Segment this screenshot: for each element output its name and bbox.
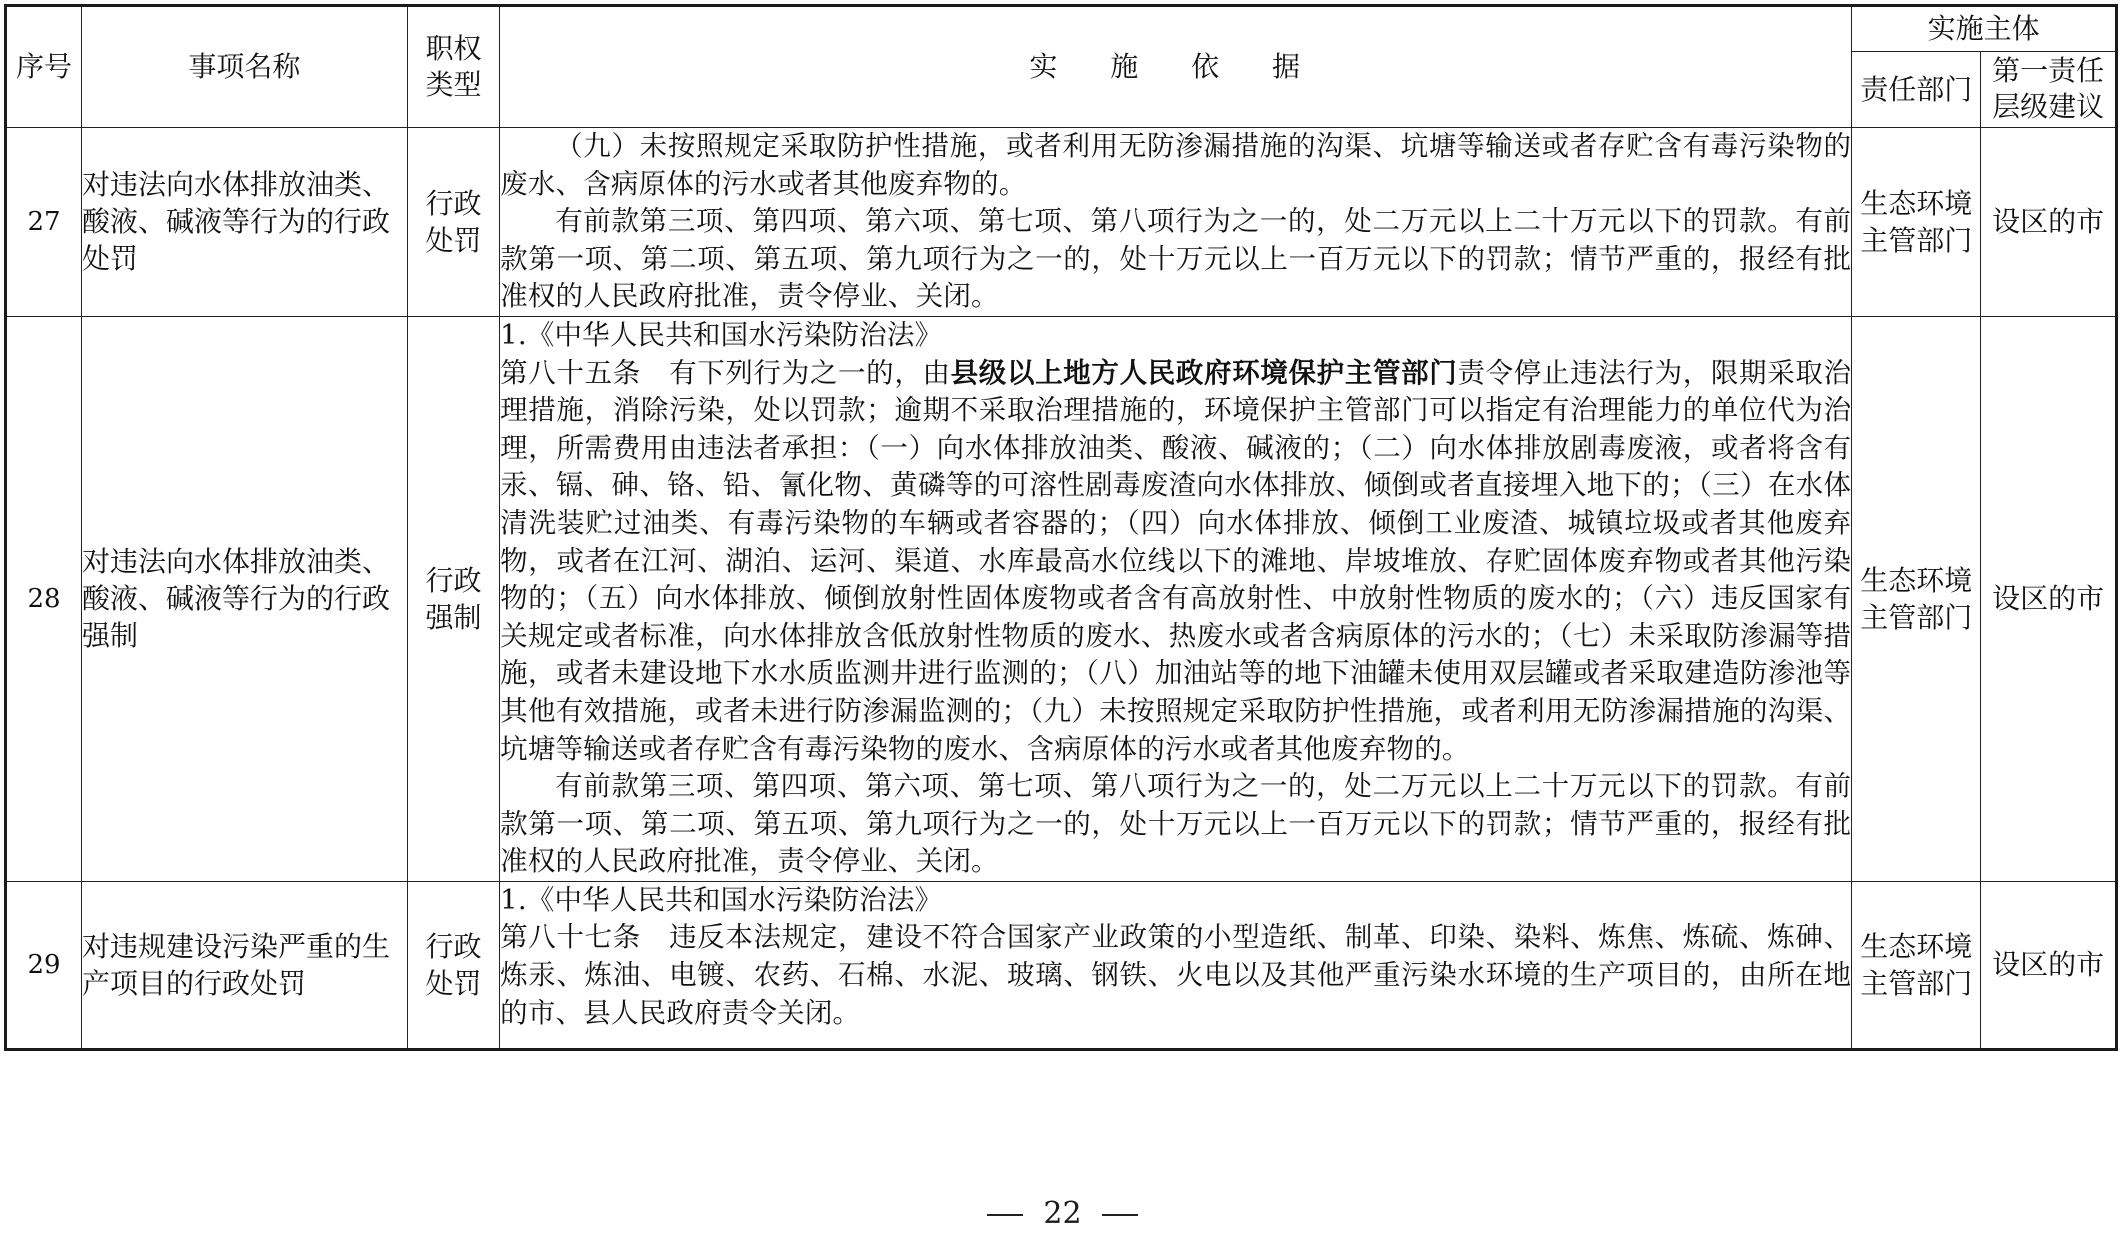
row-responsible-dept-text: 生态环境主管部门 [1860,563,1973,634]
basis-article-lead: 第八十五条 有下列行为之一的，由 [500,356,951,389]
power-list-table [4,4,2118,1051]
row-basis [500,316,1852,881]
row-responsible-dept [1852,881,1981,1049]
basis-article-authority: 县级以上地方人民政府环境保护主管部门 [950,356,1458,389]
row-responsible-dept [1852,316,1981,881]
row-power-type [407,128,499,317]
basis-article: 第八十七条 违反本法规定，建设不符合国家产业政策的小型造纸、制革、印染、染料、炼焦、炼硫、炼砷、炼汞、炼油、电镀、农药、石棉、水泥、玻璃、钢铁、火电以及其他严重污染水环境的生产项目的，由所在地的市、县人民政府责令关闭。 [500,921,1852,1029]
row-item-name: 对违规建设污染严重的生产项目的行政处罚 [82,881,408,1049]
basis-paragraph: （九）未按照规定采取防护性措施，或者利用无防渗漏措施的沟渠、坑塘等输送或者存贮含有毒污染物的废水、含病原体的污水或者其他废弃物的。 [500,130,1852,200]
row-seq: 29 [6,881,82,1049]
row-power-type-text: 行政强制 [425,563,482,634]
row-responsible-dept [1852,128,1981,317]
table-row [6,316,2117,881]
header-power-type [407,6,499,128]
header-first-responsibility-level-text: 第一责任层级建议 [1992,54,2105,123]
row-item-name: 对违法向水体排放油类、酸液、碱液等行为的行政强制 [82,316,408,881]
row-responsible-dept-text: 生态环境主管部门 [1860,186,1973,257]
row-seq: 27 [6,128,82,317]
header-item-name: 事项名称 [82,6,408,128]
row-seq: 28 [6,316,82,881]
document-page [4,4,2118,1051]
row-first-responsibility-level: 设区的市 [1981,316,2117,881]
row-power-type [407,316,499,881]
basis-paragraph: 有前款第三项、第四项、第六项、第七项、第八项行为之一的，处二万元以上二十万元以下的罚款。有前款第一项、第二项、第五项、第九项行为之一的，处十万元以上一百万元以下的罚款；情节严重的，报经有批准权的人民政府批准，责令停业、关闭。 [500,770,1852,878]
footer-dash-left [987,1214,1023,1216]
header-basis: 实 施 依 据 [500,6,1852,128]
row-basis [500,128,1852,317]
page-footer [0,1196,2125,1231]
header-power-type-text: 职权类型 [425,31,482,101]
basis-law-title: 1.《中华人民共和国水污染防治法》 [500,883,943,916]
header-first-responsibility-level [1981,52,2117,128]
row-first-responsibility-level: 设区的市 [1981,881,2117,1049]
basis-law-title: 1.《中华人民共和国水污染防治法》 [500,318,943,351]
table-row [6,881,2117,1049]
row-first-responsibility-level: 设区的市 [1981,128,2117,317]
header-seq: 序号 [6,6,82,128]
row-basis [500,881,1852,1049]
basis-article-rest: 责令停止违法行为，限期采取治理措施，消除污染，处以罚款；逾期不采取治理措施的，环境保护主管部门可以指定有治理能力的单位代为治理，所需费用由违法者承担：（一）向水体排放油类、酸液、碱液的；（二）向水体排放剧毒废液，或者将含有汞、镉、砷、铬、铅、氰化物、黄磷等的可溶性剧毒废渣向水体排放、倾倒或者直接埋入地下的；（三）在水体清洗装贮过油类、有毒污染物的车辆或者容器的；（四）向水体排放、倾倒工业废渣、城镇垃圾或者其他废弃物，或者在江河、湖泊、运河、渠道、水库最高水位线以下的滩地、岸坡堆放、存贮固体废弃物或者其他污染物的；（五）向水体排放、倾倒放射性固体废物或者含有高放射性、中放射性物质的废水的；（六）违反国家有关规定或者标准，向水体排放含低放射性物质的废水、热废水或者含病原体的污水的；（七）未采取防渗漏等措施，或者未建设地下水水质监测井进行监测的；（八）加油站等的地下油罐未使用双层罐或者采取建造防渗池等其他有效措施，或者未进行防渗漏监测的；（九）未按照规定采取防护性措施，或者利用无防渗漏措施的沟渠、坑塘等输送或者存贮含有毒污染物的废水、含病原体的污水或者其他废弃物的。 [500,356,1852,765]
basis-article [500,355,1851,769]
page-number: 22 [1043,1196,1082,1231]
basis-paragraph: 有前款第三项、第四项、第六项、第七项、第八项行为之一的，处二万元以上二十万元以下的罚款。有前款第一项、第二项、第五项、第九项行为之一的，处十万元以上一百万元以下的罚款；情节严重的，报经有批准权的人民政府批准，责令停业、关闭。 [500,205,1852,313]
row-power-type-text: 行政处罚 [425,186,482,257]
row-power-type [407,881,499,1049]
table-row [6,128,2117,317]
header-responsible-dept: 责任部门 [1852,52,1981,128]
table-header [6,6,2117,128]
row-power-type-text: 行政处罚 [425,929,482,1000]
header-implementer: 实施主体 [1852,6,2117,52]
row-responsible-dept-text: 生态环境主管部门 [1860,929,1973,1000]
row-item-name: 对违法向水体排放油类、酸液、碱液等行为的行政处罚 [82,128,408,317]
footer-dash-right [1102,1214,1138,1216]
